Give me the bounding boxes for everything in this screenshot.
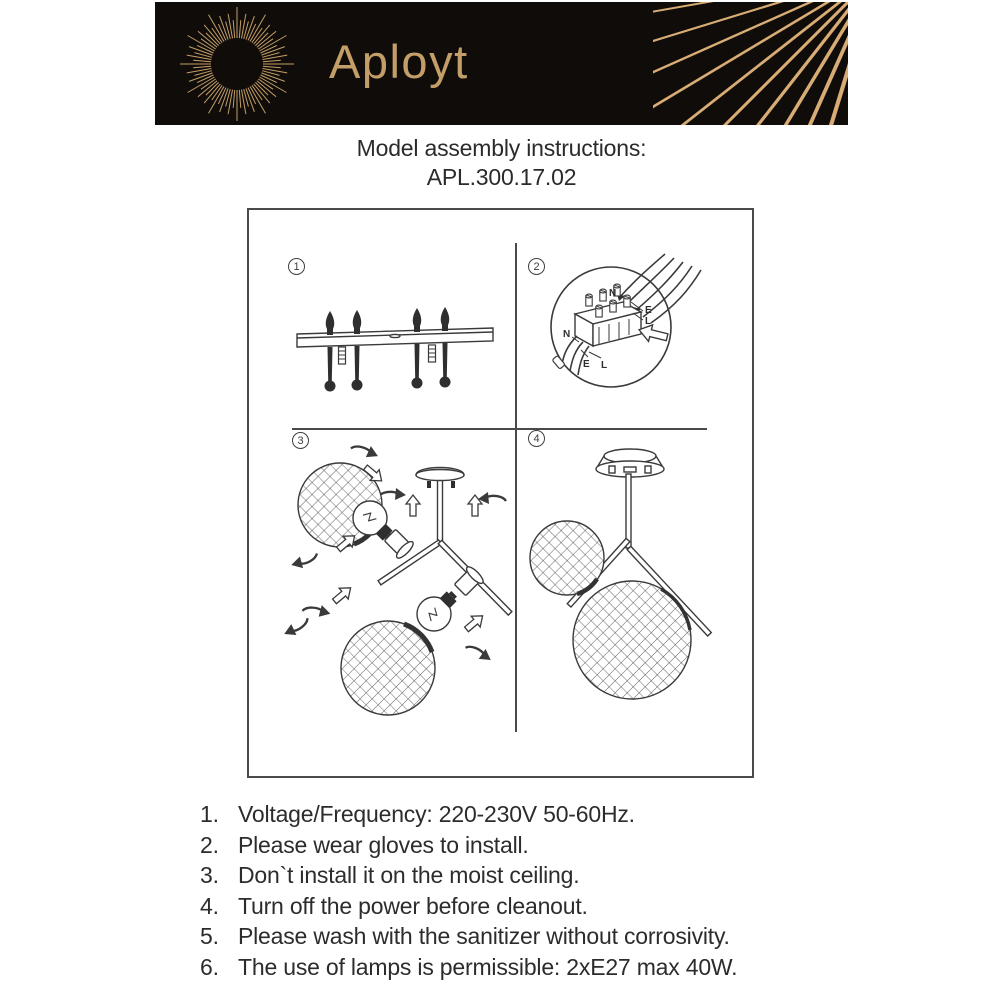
- starburst-logo-icon: [177, 2, 297, 125]
- wire-label-e-bottom: E: [583, 359, 590, 370]
- list-item: [200, 952, 860, 983]
- item-text: Please wear gloves to install.: [238, 831, 529, 858]
- instructions-list: [200, 799, 860, 982]
- panel-2-wiring-drawing: [517, 250, 752, 425]
- item-number: 5.: [200, 923, 219, 949]
- item-text: Turn off the power before cleanout.: [238, 892, 588, 919]
- item-text: The use of lamps is permissible: 2xE27 max 40W.: [238, 953, 738, 980]
- panel-1-number: 1: [288, 258, 305, 275]
- list-item: [200, 799, 860, 830]
- brand-header: [155, 2, 848, 125]
- panel-1-mounting-bracket-drawing: [275, 263, 515, 423]
- item-number: 1.: [200, 801, 219, 827]
- panel-2-number: 2: [528, 258, 545, 275]
- list-item: [200, 830, 860, 861]
- item-number: 6.: [200, 953, 219, 980]
- wire-label-n-top: N: [609, 288, 617, 299]
- item-text: Voltage/Frequency: 220-230V 50-60Hz.: [238, 801, 635, 827]
- item-number: 4.: [200, 892, 219, 919]
- page-title: Model assembly instructions:: [356, 135, 647, 161]
- brand-name: Aployt: [329, 35, 469, 88]
- item-number: 3.: [200, 862, 219, 888]
- assembly-diagram-box: [247, 208, 754, 778]
- item-text: Don`t install it on the moist ceiling.: [238, 862, 580, 888]
- panel-3-exploded-assembly-drawing: [282, 428, 522, 758]
- wire-label-n-bottom: N: [563, 329, 571, 340]
- wire-label-l-bottom: L: [601, 360, 608, 371]
- item-text: Please wash with the sanitizer without corrosivity.: [238, 923, 730, 949]
- title-block: [155, 134, 848, 192]
- wire-label-e-top: E: [645, 305, 652, 316]
- model-number: APL.300.17.02: [426, 164, 577, 190]
- fan-rays-icon: [653, 2, 848, 125]
- panel-4-assembled-fixture-drawing: [519, 428, 759, 748]
- list-item: [200, 921, 860, 952]
- list-item: [200, 891, 860, 922]
- panel-3-number: 3: [292, 432, 309, 449]
- list-item: [200, 860, 860, 891]
- item-number: 2.: [200, 831, 219, 858]
- wire-label-l-top: L: [645, 316, 652, 327]
- panel-4-number: 4: [528, 430, 545, 447]
